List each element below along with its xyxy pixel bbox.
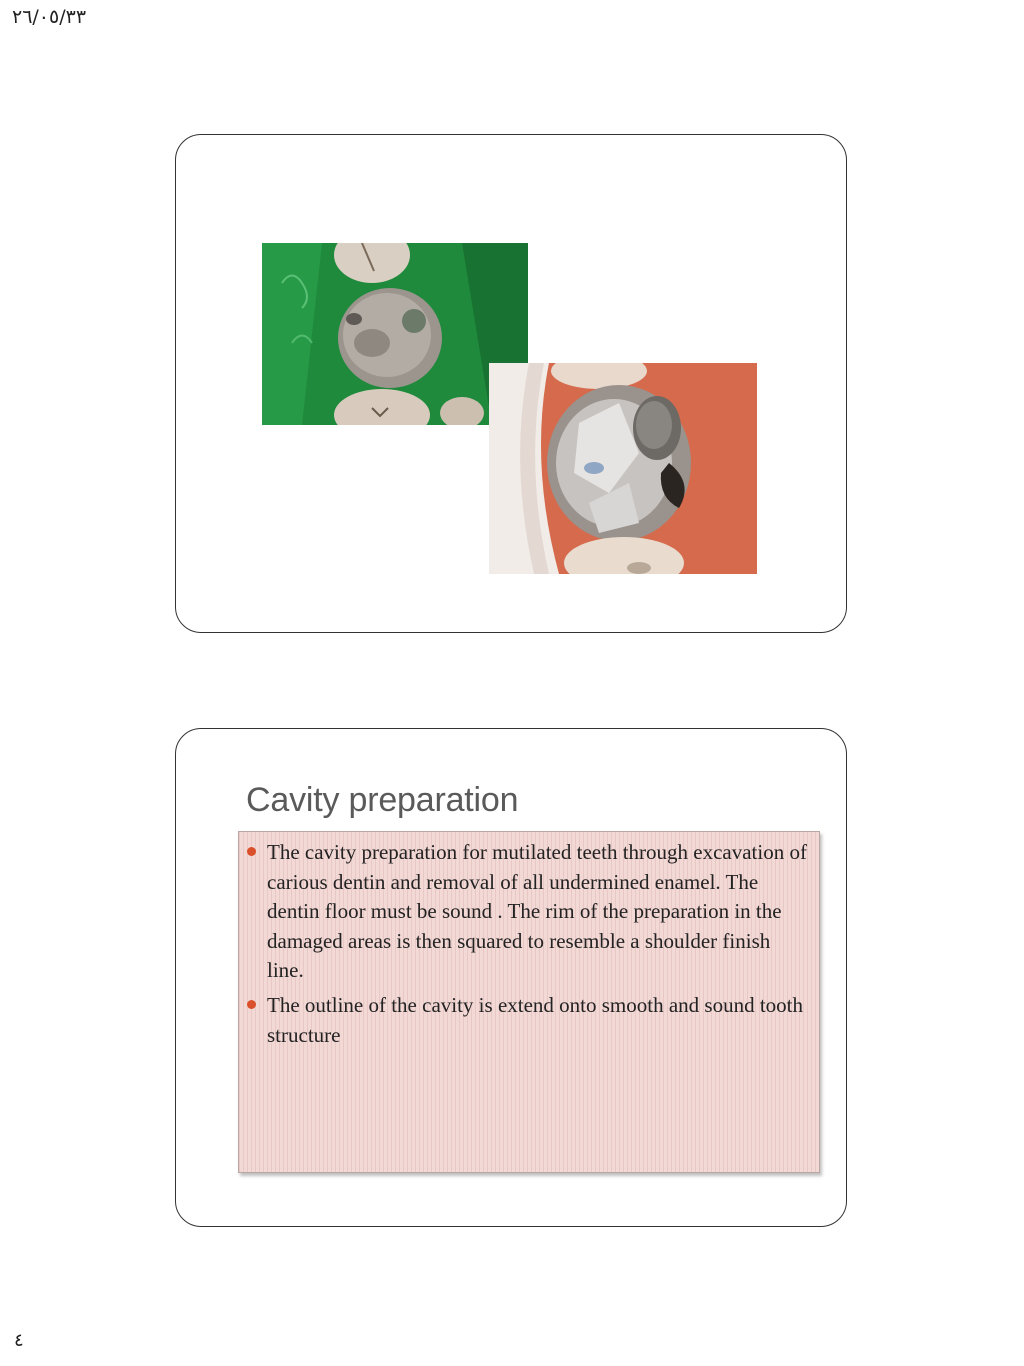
page-date: ٢٦/٠٥/٣٣ <box>12 6 87 28</box>
bullet-list <box>247 838 807 1050</box>
content-box <box>238 831 820 1173</box>
bullet-item <box>247 838 807 986</box>
slide-images <box>175 134 847 633</box>
bullet-dot-icon <box>247 1000 256 1009</box>
bullet-text: The cavity preparation for mutilated teeth through excavation of carious dentin and removal of all undermined enamel. The dentin floor must be sound . The rim of the preparation in the damaged areas is then squared to resemble a shoulder finish line. <box>267 840 807 983</box>
page-number: ٤ <box>14 1330 24 1351</box>
bullet-text: The outline of the cavity is extend onto smooth and sound tooth structure <box>267 992 804 1047</box>
bullet-dot-icon <box>247 847 256 856</box>
bullet-item <box>247 991 807 1050</box>
slide-title: Cavity preparation <box>246 781 519 819</box>
red-dental-photo <box>489 363 757 574</box>
slide-cavity-preparation <box>175 728 847 1227</box>
